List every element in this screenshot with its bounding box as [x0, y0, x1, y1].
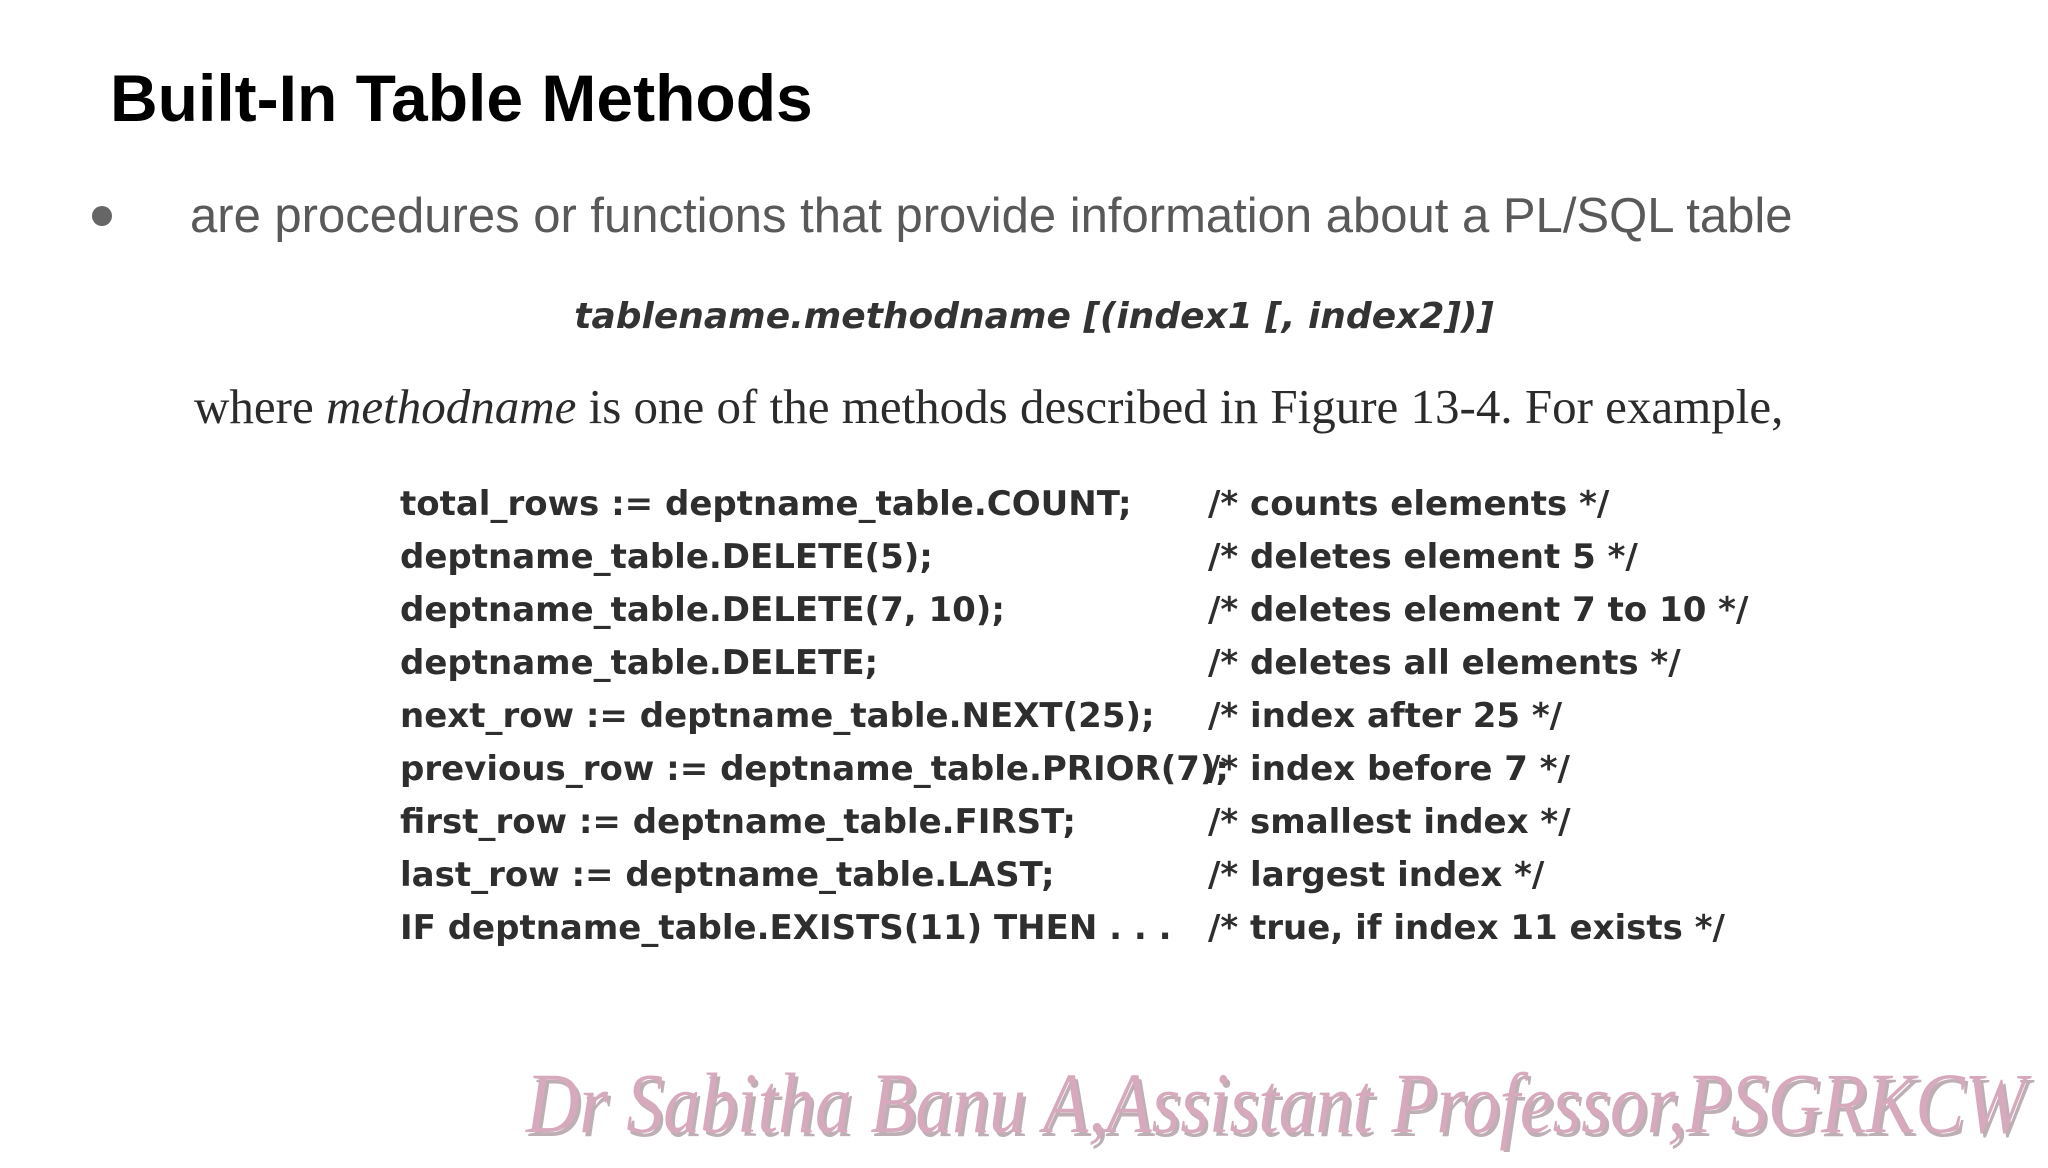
code-comment: /* largest index */ — [1208, 855, 1545, 895]
code-comment: /* true, if index 11 exists */ — [1208, 908, 1725, 948]
code-row — [400, 743, 1748, 796]
slide-title: Built-In Table Methods — [110, 61, 813, 135]
code-statement: IF deptname_table.EXISTS(11) THEN . . . — [400, 908, 1172, 948]
bullet-dot-icon — [92, 206, 112, 226]
code-statement: deptname_table.DELETE; — [400, 643, 879, 683]
method-syntax: tablename.methodname [(index1 [, index2])] — [574, 296, 1494, 337]
code-comment: /* deletes all elements */ — [1208, 643, 1681, 683]
code-statement: previous_row := deptname_table.PRIOR(7); — [400, 749, 1230, 789]
code-comment: /* smallest index */ — [1208, 802, 1571, 842]
bullet-item — [92, 184, 1793, 248]
code-row — [400, 849, 1748, 902]
code-statement: deptname_table.DELETE(5); — [400, 537, 933, 577]
where-sentence-after: is one of the methods described in Figure 13-4. For example, — [576, 379, 1784, 434]
author-watermark — [522, 1048, 2042, 1168]
code-statement: next_row := deptname_table.NEXT(25); — [400, 696, 1155, 736]
code-comment: /* counts elements */ — [1208, 484, 1610, 524]
watermark-text: Dr Sabitha Banu A,Assistant Professor,PSGRKCW — [525, 1055, 2033, 1151]
code-row — [400, 531, 1748, 584]
code-examples — [400, 478, 1748, 955]
code-comment: /* deletes element 5 */ — [1208, 537, 1638, 577]
code-comment: /* index after 25 */ — [1208, 696, 1563, 736]
where-sentence-emphasis: methodname — [325, 379, 577, 434]
code-row — [400, 690, 1748, 743]
code-statement: total_rows := deptname_table.COUNT; — [400, 484, 1132, 524]
code-statement: deptname_table.DELETE(7, 10); — [400, 590, 1005, 630]
watermark-signature — [522, 1048, 2042, 1152]
code-row — [400, 584, 1748, 637]
watermark-shadow: Dr Sabitha Banu A,Assistant Professor,PSGRKCW — [528, 1059, 2036, 1152]
code-comment: /* index before 7 */ — [1208, 749, 1570, 789]
code-comment: /* deletes element 7 to 10 */ — [1208, 590, 1749, 630]
code-row — [400, 637, 1748, 690]
code-statement: first_row := deptname_table.FIRST; — [400, 802, 1077, 842]
bullet-text: are procedures or functions that provide information about a PL/SQL table — [190, 189, 1793, 243]
where-sentence-before: where — [194, 379, 326, 434]
code-statement: last_row := deptname_table.LAST; — [400, 855, 1055, 895]
code-row — [400, 796, 1748, 849]
where-sentence — [194, 378, 1783, 435]
code-row — [400, 902, 1748, 955]
code-row — [400, 478, 1748, 531]
